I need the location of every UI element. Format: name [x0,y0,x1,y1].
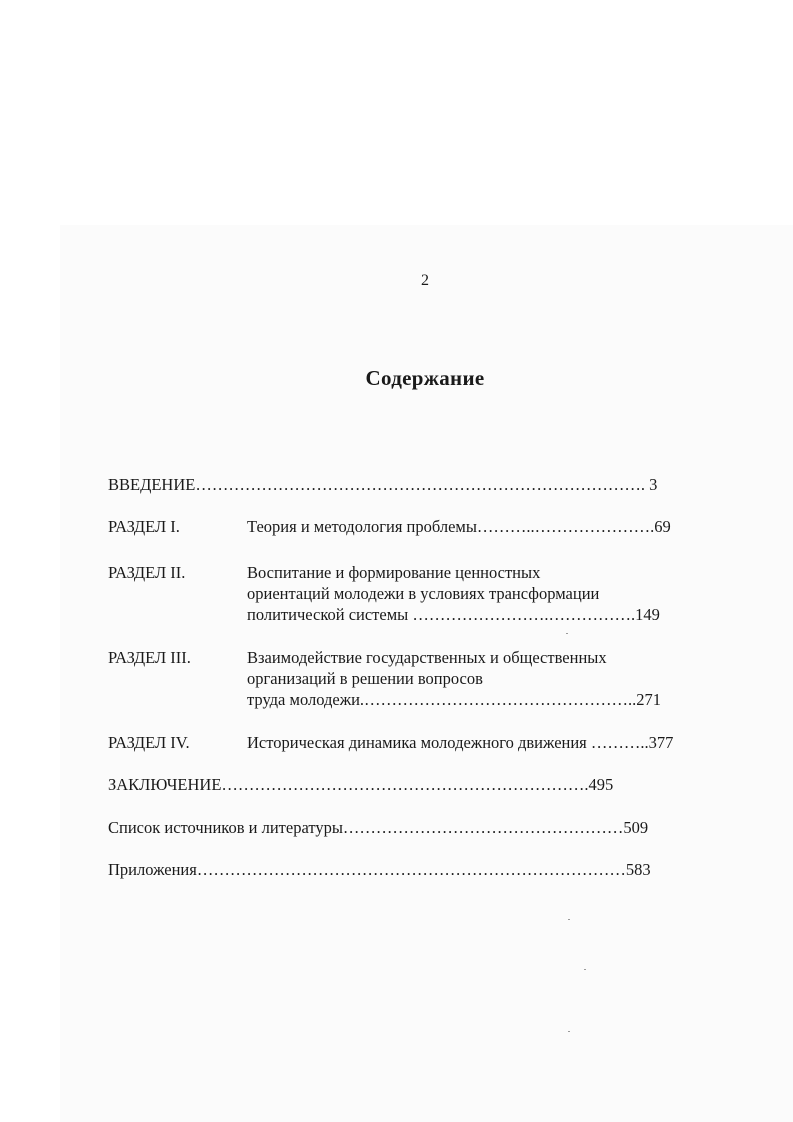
toc-entry-conclusion[interactable]: ЗАКЛЮЧЕНИЕ………………………………………………………….495 [108,775,614,794]
toc-section-title: организаций в решении вопросов [247,669,483,688]
toc-entry-intro[interactable]: ВВЕДЕНИЕ………………………………………………………………………. 3 [108,475,658,494]
scan-speck [568,919,570,920]
page-title: Содержание [365,366,485,390]
toc-entry-appendix[interactable]: Приложения……………………………………………………………………583 [108,860,651,879]
toc-section-title: труда молодежи.…………………………………………..271 [247,690,662,709]
toc-section-label: РАЗДЕЛ II. [108,563,186,582]
toc-section-label: РАЗДЕЛ I. [108,517,180,536]
toc-section-label: РАЗДЕЛ III. [108,648,191,667]
page-number: 2 [421,272,429,289]
toc-section-title: Теория и методология проблемы………..………………….69 [247,517,671,536]
toc-section-title: Историческая динамика молодежного движения ………..377 [247,733,674,752]
scan-speck [568,1031,570,1032]
toc-section-title: политической системы …………………….…………….149 [247,605,660,624]
toc-section-title: Взаимодействие государственных и общественных [247,648,607,667]
scan-speck [566,633,568,634]
toc-section-label: РАЗДЕЛ IV. [108,733,190,752]
scan-speck [584,969,586,970]
toc-entry-sources[interactable]: Список источников и литературы……………………………………………509 [108,818,649,837]
toc-section-title: ориентаций молодежи в условиях трансформации [247,584,600,603]
toc-section-title: Воспитание и формирование ценностных [247,563,541,582]
